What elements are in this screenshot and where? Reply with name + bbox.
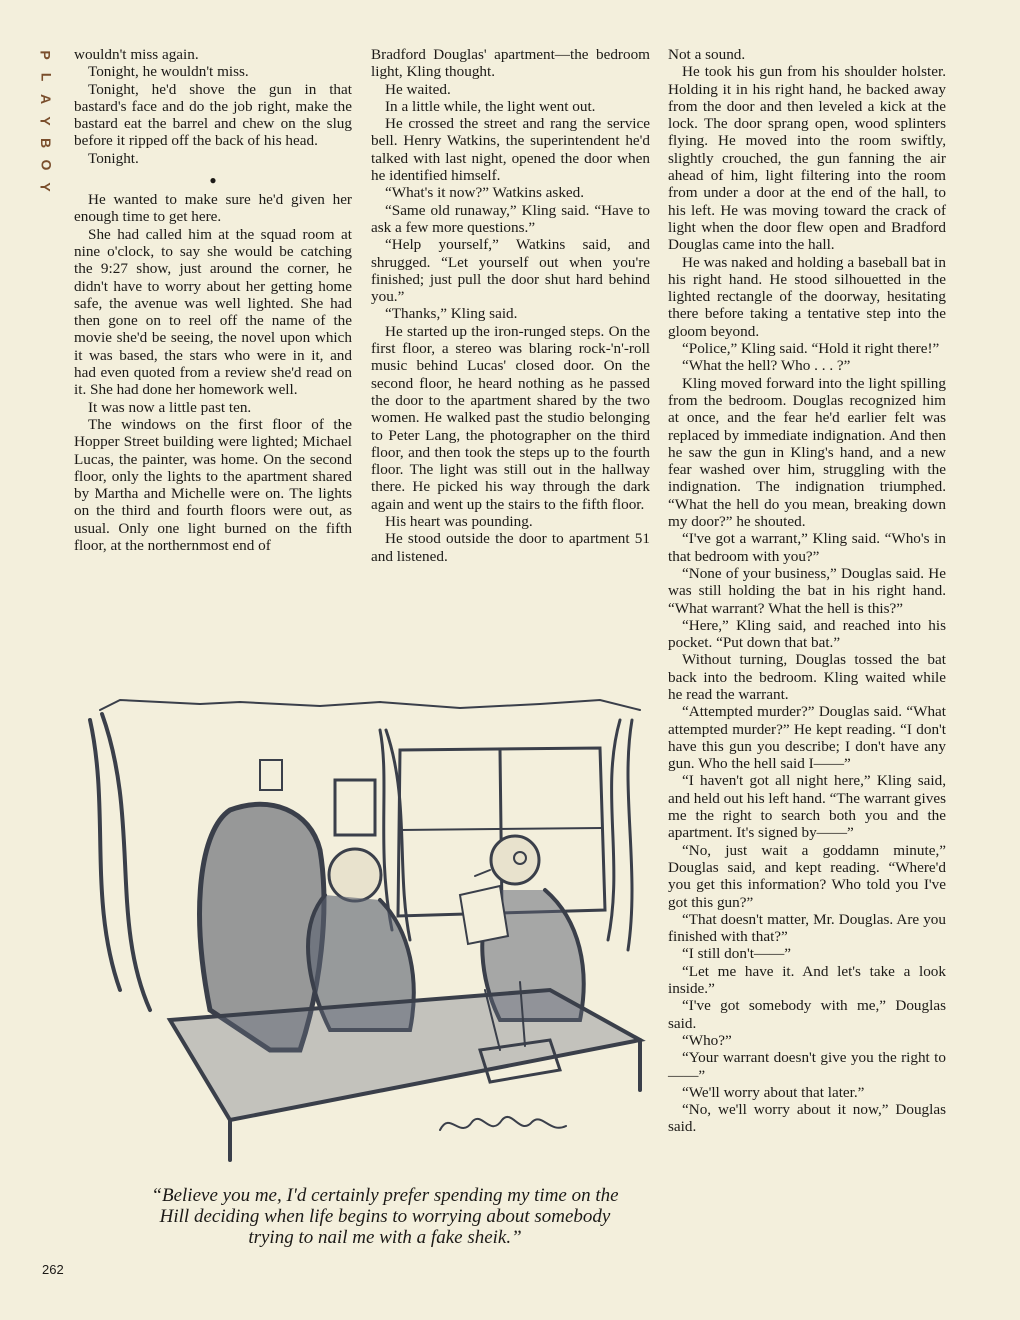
paragraph: “Let me have it. And let's take a look inside.” <box>668 962 946 998</box>
paragraph: “Thanks,” Kling said. <box>385 305 518 323</box>
paragraph: “I haven't got all night here,” Kling said, and held out his left hand. “The warrant gives me the right to search both you and the apartment. It's signed by——” <box>668 772 946 842</box>
paragraph: “No, just wait a goddamn minute,” Douglas said, and kept reading. “Where'd you get this information? Who told you I've got this gun?” <box>668 841 946 911</box>
magazine-spine-title <box>36 44 56 198</box>
paragraph: “Here,” Kling said, and reached into his pocket. “Put down that bat.” <box>668 616 946 652</box>
paragraph: Bradford Douglas' apartment—the bedroom light, Kling thought. <box>371 46 650 81</box>
cartoon-caption: “Believe you me, I'd certainly prefer spending my time on the Hill deciding when life begins to worrying about somebody trying to nail me with a fake sheik.” <box>151 1185 619 1248</box>
paragraph: He crossed the street and rang the service bell. Henry Watkins, the superintendent he'd talked with last night, opened the door when he identified himself. <box>371 115 650 185</box>
paragraph: He waited. <box>385 80 451 98</box>
paragraph: Tonight, he wouldn't miss. <box>88 63 249 81</box>
paragraph: He took his gun from his shoulder holster. Holding it in his right hand, he backed away from the door and then leveled a kick at the lock. The door sprang open, wood splinters flying. He moved into the room swiftly, slightly crouched, the gun fanning the air ahead of him, light filtering into the room from under a door at the end of the hall, to his left. He was moving toward the crack of light when the door flew open and Bradford Douglas came into the hall. <box>668 63 946 254</box>
paragraph: She had called him at the squad room at nine o'clock, to say she would be catching the 9:27 show, just around the corner, he didn't have to worry about her getting home safe, the avenue was well lighted. She had then gone on to reel off the name of the movie she'd be seeing, the novel upon which it was based, the stars who were in it, and had even quoted from a review she'd read on it. She had done her homework well. <box>74 225 352 399</box>
paragraph: He started up the iron-runged steps. On the first floor, a stereo was blaring rock-'n'-roll music behind Lucas' closed door. On the second floor, he heard nothing as he passed the door to the apartment shared by the two women. He walked past the studio belonging to Peter Lang, the photographer on the third floor, and then took the steps up to the fourth floor. The light was still out in the hallway there. He picked his way through the dark again and went up the stairs to the fifth floor. <box>371 322 650 513</box>
spine-letter: A <box>38 93 54 105</box>
story-column-2 <box>371 46 650 565</box>
spine-letter: Y <box>38 116 54 126</box>
paragraph: The windows on the first floor of the Hopper Street building were lighted; Michael Lucas, the painter, was home. On the second floor, only the lights to the apartment shared by Martha and Michelle were on. The lights on the third and fourth floors were out, as usual. Only one light burned on the fifth floor, at the northernmost end of <box>74 415 352 555</box>
story-column-1 <box>74 46 352 554</box>
page-number: 262 <box>42 1262 64 1277</box>
spine-letter: Y <box>38 182 54 192</box>
paragraph: “No, we'll worry about it now,” Douglas said. <box>668 1101 946 1136</box>
paragraph: In a little while, the light went out. <box>385 97 596 115</box>
paragraph: wouldn't miss again. <box>74 46 199 63</box>
paragraph: Not a sound. <box>668 46 746 63</box>
paragraph: “Police,” Kling said. “Hold it right there!” <box>682 340 940 358</box>
paragraph: “Help yourself,” Watkins said, and shrugged. “Let yourself out when you're finished; just pull the door shut hard behind you.” <box>371 236 650 306</box>
paragraph: “I still don't——” <box>682 945 792 963</box>
spine-letter: B <box>38 137 54 149</box>
paragraph: “I've got a warrant,” Kling said. “Who's in that bedroom with you?” <box>668 530 946 565</box>
paragraph: “Same old runaway,” Kling said. “Have to ask a few more questions.” <box>371 201 650 236</box>
spine-letter: P <box>38 50 54 60</box>
section-break-bullet: ● <box>209 173 217 188</box>
paragraph: “Attempted murder?” Douglas said. “What attempted murder?” He kept reading. “I don't have this gun you describe; I don't have any gun. Who the hell said I——” <box>668 703 946 773</box>
paragraph: “That doesn't matter, Mr. Douglas. Are you finished with that?” <box>668 910 946 946</box>
paragraph: “We'll worry about that later.” <box>682 1083 865 1101</box>
paragraph: He wanted to make sure he'd given her enough time to get here. <box>74 191 352 226</box>
paragraph: “None of your business,” Douglas said. He was still holding the bat in his right hand. “What warrant? What the hell is this?” <box>668 564 946 617</box>
paragraph: He stood outside the door to apartment 51 and listened. <box>371 530 650 565</box>
spine-letter: O <box>37 159 54 171</box>
spine-letter: L <box>38 72 54 82</box>
paragraph: Without turning, Douglas tossed the bat back into the bedroom. Kling waited while he read the warrant. <box>668 651 946 703</box>
paragraph: “What the hell? Who . . . ?” <box>682 357 851 375</box>
paragraph: “What's it now?” Watkins asked. <box>385 184 585 202</box>
paragraph: Tonight, he'd shove the gun in that bastard's face and do the job right, make the bastard eat the barrel and chew on the slug before it ripped off the back of his head. <box>74 80 352 150</box>
paragraph: It was now a little past ten. <box>88 398 252 416</box>
paragraph: “Your warrant doesn't give you the right to——” <box>668 1049 946 1084</box>
paragraph: Kling moved forward into the light spilling from the bedroom. Douglas recognized him at once, and the fear he'd earlier felt was replaced by immediate indignation. And then he saw the gun in Kling's hand, and a new fear washed over him, struggling with the indignation. The indignation triumphed. “What the hell do you mean, breaking down my door?” he shouted. <box>668 374 946 531</box>
paragraph: “I've got somebody with me,” Douglas said. <box>668 997 946 1032</box>
paragraph: His heart was pounding. <box>385 513 533 531</box>
story-column-3 <box>668 46 946 1136</box>
cartoon-illustration <box>80 690 650 1178</box>
paragraph: Tonight. <box>88 149 139 167</box>
paragraph: He was naked and holding a baseball bat in his right hand. He stood silhouetted in the lighted rectangle of the doorway, hesitating there before taking a tentative step into the gloom beyond. <box>668 253 946 340</box>
paragraph: “Who?” <box>682 1031 732 1049</box>
